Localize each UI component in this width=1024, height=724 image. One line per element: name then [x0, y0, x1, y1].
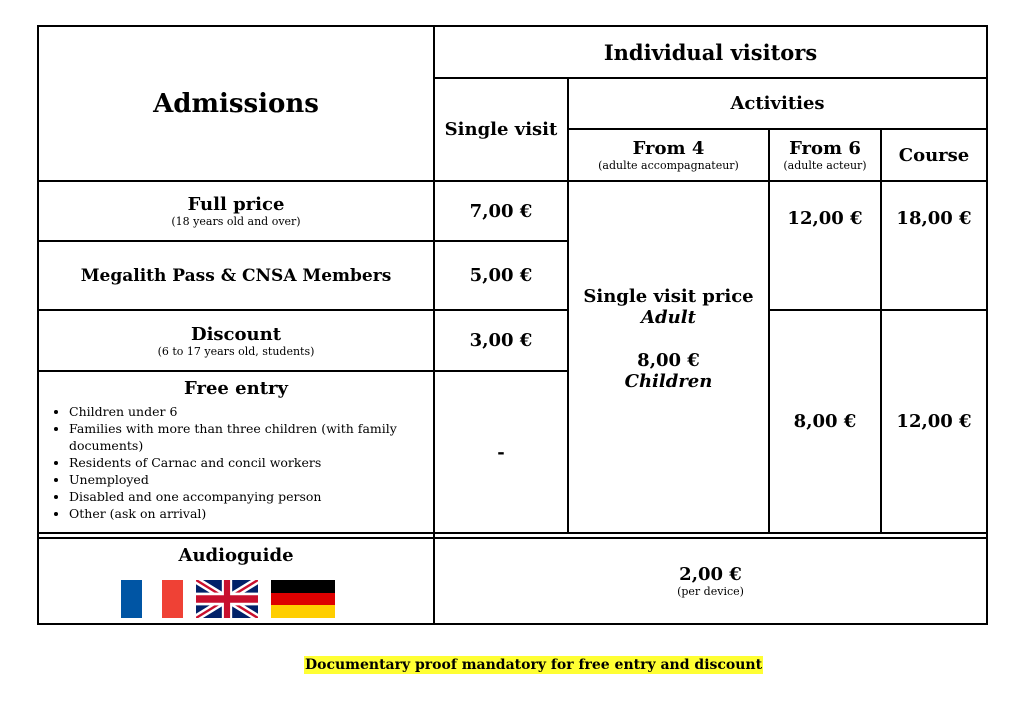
from4-price-cell	[569, 182, 768, 532]
list-item: • Disabled and one accompanying person	[69, 488, 425, 505]
pass-cell	[39, 242, 433, 309]
admissions-title: Admissions	[153, 88, 319, 119]
audioguide-price: 2,00 €	[679, 564, 742, 585]
audioguide-label: Audioguide	[178, 545, 294, 566]
full-price-value-cell	[435, 182, 567, 240]
list-item: • Children under 6	[69, 403, 425, 420]
uk-flag-icon	[196, 580, 258, 618]
from4-price-line4: Children	[624, 371, 713, 392]
free-entry-cell	[39, 372, 433, 532]
course-label: Course	[898, 144, 970, 166]
from6-child-value: 8,00 €	[793, 411, 857, 432]
germany-flag-icon	[271, 580, 335, 618]
admissions-title-cell	[39, 27, 433, 180]
discount-label: Discount	[190, 323, 282, 345]
full-price-label: Full price	[187, 194, 285, 215]
audioguide-sub: (per device)	[677, 585, 744, 598]
audioguide-cell	[39, 539, 433, 623]
free-entry-label: Free entry	[184, 378, 288, 399]
from6-sub: (adulte acteur)	[783, 159, 867, 172]
discount-value: 3,00 €	[469, 330, 533, 351]
course-header	[882, 130, 986, 180]
single-visit-header	[435, 79, 567, 180]
discount-cell	[39, 311, 433, 370]
list-item: • Residents of Carnac and concil workers	[69, 454, 425, 471]
pass-label: Megalith Pass & CNSA Members	[80, 265, 392, 286]
course-child-value: 12,00 €	[896, 411, 972, 432]
free-entry-list	[47, 403, 425, 522]
full-price-value: 7,00 €	[469, 200, 533, 222]
france-flag-icon	[121, 580, 183, 618]
documentary-proof-note: Documentary proof mandatory for free entry and discount	[305, 657, 763, 673]
pass-value-cell	[435, 242, 567, 309]
from4-header	[569, 130, 768, 180]
from4-sub: (adulte accompagnateur)	[598, 159, 739, 172]
individual-visitors-header	[435, 27, 986, 77]
full-price-sub: (18 years old and over)	[171, 215, 301, 228]
from6-label: From 6	[789, 138, 861, 159]
from6-adult-value: 12,00 €	[787, 208, 863, 229]
discount-value-cell	[435, 311, 567, 370]
from4-price-line1: Single visit price	[583, 286, 754, 307]
activities-label: Activities	[730, 93, 825, 114]
list-item: • Families with more than three children (with family documents)	[69, 420, 425, 454]
activities-header	[569, 79, 986, 128]
free-entry-value: -	[497, 441, 505, 463]
course-adult-value: 18,00 €	[896, 208, 972, 229]
from6-header	[770, 130, 880, 180]
course-child-cell	[882, 311, 986, 532]
from4-label: From 4	[632, 138, 705, 159]
list-item: • Other (ask on arrival)	[69, 505, 425, 522]
pass-value: 5,00 €	[469, 265, 533, 286]
from4-price-line2: Adult	[641, 307, 696, 328]
discount-sub: (6 to 17 years old, students)	[157, 344, 315, 358]
from6-child-cell	[770, 311, 880, 532]
single-visit-label: Single visit	[444, 119, 558, 140]
from6-adult-cell	[770, 182, 880, 309]
course-adult-cell	[882, 182, 986, 309]
list-item: • Unemployed	[69, 471, 425, 488]
free-entry-value-cell	[435, 372, 567, 532]
full-price-cell	[39, 182, 433, 240]
from4-price-line3: 8,00 €	[637, 350, 700, 371]
individual-visitors-label: Individual visitors	[603, 39, 818, 65]
audioguide-price-cell	[435, 539, 986, 623]
